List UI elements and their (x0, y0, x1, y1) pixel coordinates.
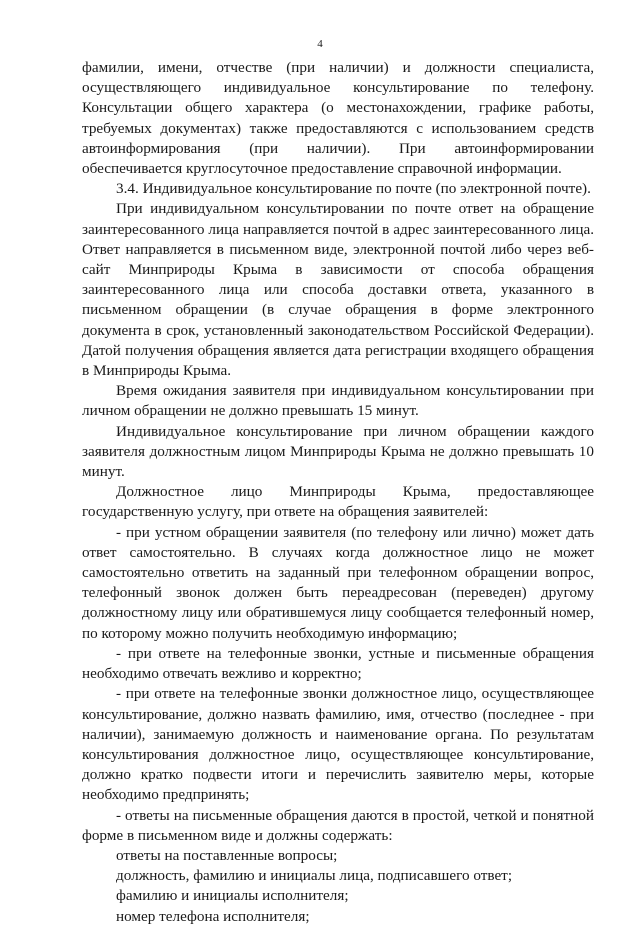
sub-item-executor: фамилию и инициалы исполнителя; (116, 887, 349, 905)
sub-item-signatory: должность, фамилию и инициалы лица, подписавшего ответ; (116, 867, 513, 885)
page-number: 4 (317, 38, 323, 50)
list-item-politeness: - при ответе на телефонные звонки, устные и письменные обращения необходимо отвечать вежливо и корректно; (82, 644, 594, 683)
list-item-phone-answer: - при ответе на телефонные звонки должностное лицо, осуществляющее консультирование, должно назвать фамилию, имя, отчество (последнее - при наличии), занимаемую должность и наименование органа. По результатам консультирования должностное лицо, осуществляющее консультирование, должно кратко подвести итоги и перечислить заявителю меры, которые необходимо предпринять; (82, 685, 594, 804)
paragraph-mail-consulting: При индивидуальном консультировании по почте ответ на обращение заинтересованного лица направляется почтой в адрес заинтересованного лица. Ответ направляется в письменном виде, электронной почтой либо через веб-сайт Минприроды Крыма в зависимости от способа обращения заинтересованного лица или способа доставки ответа, указанного в письменном обращении (в случае обращения в форме электронного документа в срок, установленный законодательством Российской Федерации). Датой получения обращения является дата регистрации входящего обращения в Минприроды Крыма. (82, 200, 594, 380)
sub-item-executor-phone: номер телефона исполнителя; (116, 907, 310, 925)
list-item-written-answers: - ответы на письменные обращения даются в простой, четкой и понятной форме в письменном виде и должны содержать: (82, 806, 594, 844)
document-body (82, 58, 594, 927)
list-item-oral-request: - при устном обращении заявителя (по телефону или лично) может дать ответ самостоятельно. В случаях когда должностное лицо не может самостоятельно ответить на заданный при телефонном обращении вопрос, телефонный звонок должен быть переадресован (переведен) другому должностному лицу или обратившемуся лицу сообщается телефонный номер, по которому можно получить необходимую информацию; (82, 523, 594, 642)
sub-item-answers: ответы на поставленные вопросы; (116, 846, 338, 864)
section-heading-3-4: 3.4. Индивидуальное консультирование по почте (по электронной почте). (116, 180, 591, 198)
paragraph-official-duties: Должностное лицо Минприроды Крыма, предоставляющее государственную услугу, при ответе на обращения заявителей: (82, 483, 594, 521)
paragraph-waiting-time: Время ожидания заявителя при индивидуальном консультировании при личном обращении не должно превышать 15 минут. (82, 382, 594, 420)
paragraph-intro: фамилии, имени, отчестве (при наличии) и должности специалиста, осуществляющего индивидуальное консультирование по телефону. Консультации общего характера (о местонахождении, графике работы, требуемых документах) также предоставляются с использованием средств автоинформирования (при наличии). При автоинформировании обеспечивается круглосуточное предоставление справочной информации. (82, 59, 594, 178)
paragraph-personal-consulting-time: Индивидуальное консультирование при личном обращении каждого заявителя должностным лицом Минприроды Крыма не должно превышать 10 минут. (82, 422, 594, 481)
